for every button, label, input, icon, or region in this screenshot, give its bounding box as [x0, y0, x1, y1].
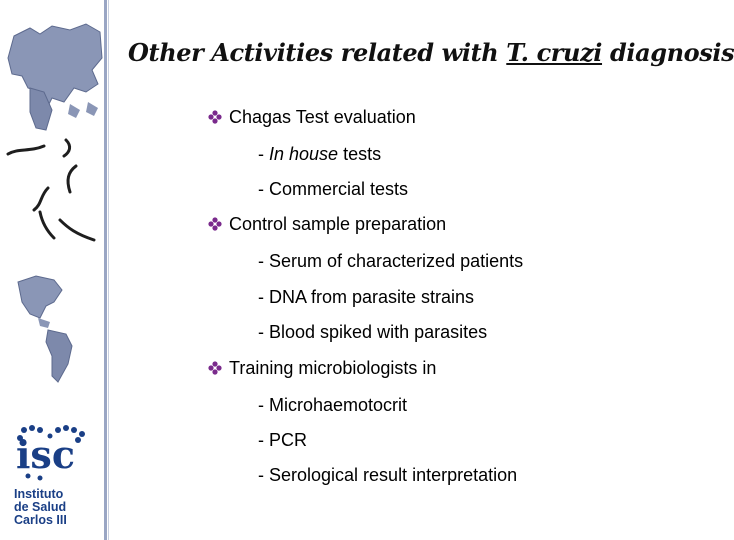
world-map-americas-icon — [10, 272, 100, 392]
logo-line: de Salud — [14, 500, 67, 514]
logo-line: Instituto — [14, 487, 64, 501]
sidebar-decoration — [0, 0, 104, 540]
list-item-label: Control sample preparation — [229, 214, 447, 234]
list-item-label: Training microbiologists in — [229, 358, 437, 378]
diamond-bullet-icon — [208, 217, 222, 231]
list-subitem: - Blood spiked with parasites — [258, 322, 488, 342]
diamond-bullet-icon — [208, 110, 222, 124]
title-emphasis: T. cruzi — [506, 38, 603, 67]
list-item — [229, 214, 446, 235]
list-subitem-italic: In house — [269, 144, 339, 164]
logo-mark: isc — [16, 432, 75, 477]
page-title — [128, 38, 734, 67]
list-subitem: - Microhaemotocrit — [258, 395, 408, 415]
sidebar-divider-thin — [108, 0, 109, 540]
title-prefix: Other Activities related with — [128, 38, 507, 67]
list-subitem: - In house tests — [258, 144, 382, 164]
list-subitem: - DNA from parasite strains — [258, 287, 475, 307]
diamond-bullet-icon — [208, 361, 222, 375]
list-subitem: - Serological result interpretation — [258, 465, 518, 485]
list-subitem: - Commercial tests — [258, 179, 409, 199]
list-subitem: - PCR — [258, 430, 307, 450]
logo-text — [14, 488, 67, 527]
list-item — [229, 358, 436, 379]
list-subitem: - Serum of characterized patients — [258, 251, 524, 271]
world-map-eurasia-icon — [0, 18, 104, 138]
logo-line: Carlos III — [14, 513, 67, 527]
sidebar-divider — [104, 0, 107, 540]
list-subitem-text: tests — [338, 144, 382, 164]
list-item — [229, 107, 416, 128]
title-suffix: diagnosis — [602, 38, 734, 67]
list-item-label: Chagas Test evaluation — [229, 107, 416, 127]
trypanosome-icon — [0, 130, 104, 260]
